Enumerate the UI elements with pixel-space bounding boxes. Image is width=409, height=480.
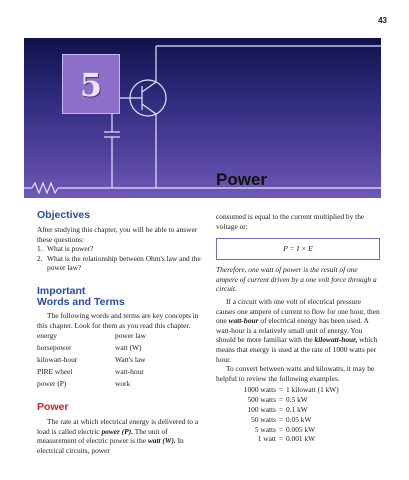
objectives-heading: Objectives [37,209,91,221]
term: kilowatt-hour [37,355,78,365]
kilowatts-value: 1 kilowatt (1 kW) [286,385,339,395]
terms-heading-line2: Words and Terms [37,296,125,308]
term: PIRE wheel [37,367,73,377]
power-paragraph-continued: consumed is equal to the current multiplied by the voltage or: [216,212,365,231]
equals-sign: = [278,395,284,405]
table-row [216,425,339,435]
table-row [37,367,146,379]
list-number: 1. [37,244,43,254]
term: Watt's law [115,355,146,365]
list-item [37,254,205,273]
term: horsepower [37,343,72,353]
watts-value: 50 watts [251,414,276,424]
table-row [216,415,339,425]
conversion-intro: To convert between watts and kilowatts, it may be helpful to review the following examples. [216,364,375,383]
equals-sign: = [278,414,284,424]
text-run: which means that energy is used at the rate of 1000 watts per hour. [216,335,378,364]
terms-intro: The following words and terms are key concepts in this chapter. Look for them as you read this chapter. [37,311,199,330]
kilowatts-value: 0.5 kW [286,395,308,405]
conversion-table [216,385,339,444]
watts-value: 100 watts [247,404,276,414]
key-term: power (P). [101,426,134,436]
left-column [37,210,205,456]
key-term: kilowatt-hour, [314,335,358,345]
list-number: 2. [37,253,43,263]
right-column [216,212,380,444]
terms-heading-line1: Important [37,284,86,297]
text-run: The rate at which electrical energy is delivered to a load is called electric [37,417,199,436]
text-run: of electrical energy has been used. A watt-hour is a relatively small unit of energy. You should be more familiar with the [216,316,369,345]
watt-definition: Therefore, one watt of power is the result of one ampere of current driven by a one volt force through a circuit. [216,265,377,294]
objectives-list [37,244,205,273]
term: power (P) [37,379,67,389]
equals-sign: = [278,385,284,395]
table-row [216,395,339,405]
terms-heading [37,286,205,308]
chapter-number: 5 [79,66,103,104]
chapter-number-badge [62,54,120,114]
equals-sign: = [278,434,284,444]
kilowatts-value: 0.005 kW [286,424,316,434]
term: power law [115,331,146,341]
list-item [37,244,205,254]
key-term: watt (W). [147,436,176,446]
chapter-title: Power [216,170,268,189]
chapter-opener-graphic [24,38,381,198]
term: energy [37,331,57,341]
equals-sign: = [278,424,284,434]
watt-hour-paragraph [216,297,380,364]
watts-value: 500 watts [247,395,276,405]
text-run: The unit of measurement of electric power is the [37,426,168,446]
table-row [37,343,146,355]
power-formula: P = I × E [216,238,380,260]
watts-value: 1000 watts [243,385,276,395]
objectives-intro: After studying this chapter, you will be able to answer these questions: [37,225,198,244]
table-row [216,405,339,415]
equals-sign: = [278,404,284,414]
text-run: If a circuit with one volt of electrical pressure causes one ampere of current to flow for one hour, then one [216,296,380,326]
table-row [216,434,339,444]
text-run: In electrical circuits, power [37,436,184,455]
watts-value: 1 watt [257,434,276,444]
list-text: What is the relationship between Ohm's law and the power law? [47,253,201,273]
kilowatts-value: 0.05 kW [286,414,312,424]
table-row [37,379,146,391]
table-row [37,355,146,367]
watts-value: 5 watts [254,424,276,434]
key-term: watt-hour [228,316,259,326]
table-row [216,385,339,395]
list-text: What is power? [47,244,94,254]
terms-table [37,331,146,391]
term: watt-hour [115,367,144,377]
power-paragraph [37,417,205,455]
term: watt (W) [115,343,142,353]
kilowatts-value: 0.001 kW [286,434,316,444]
term: work [115,379,131,389]
table-row [37,331,146,343]
power-heading: Power [37,401,69,414]
kilowatts-value: 0.1 kW [286,404,308,414]
page-number: 43 [378,16,387,25]
